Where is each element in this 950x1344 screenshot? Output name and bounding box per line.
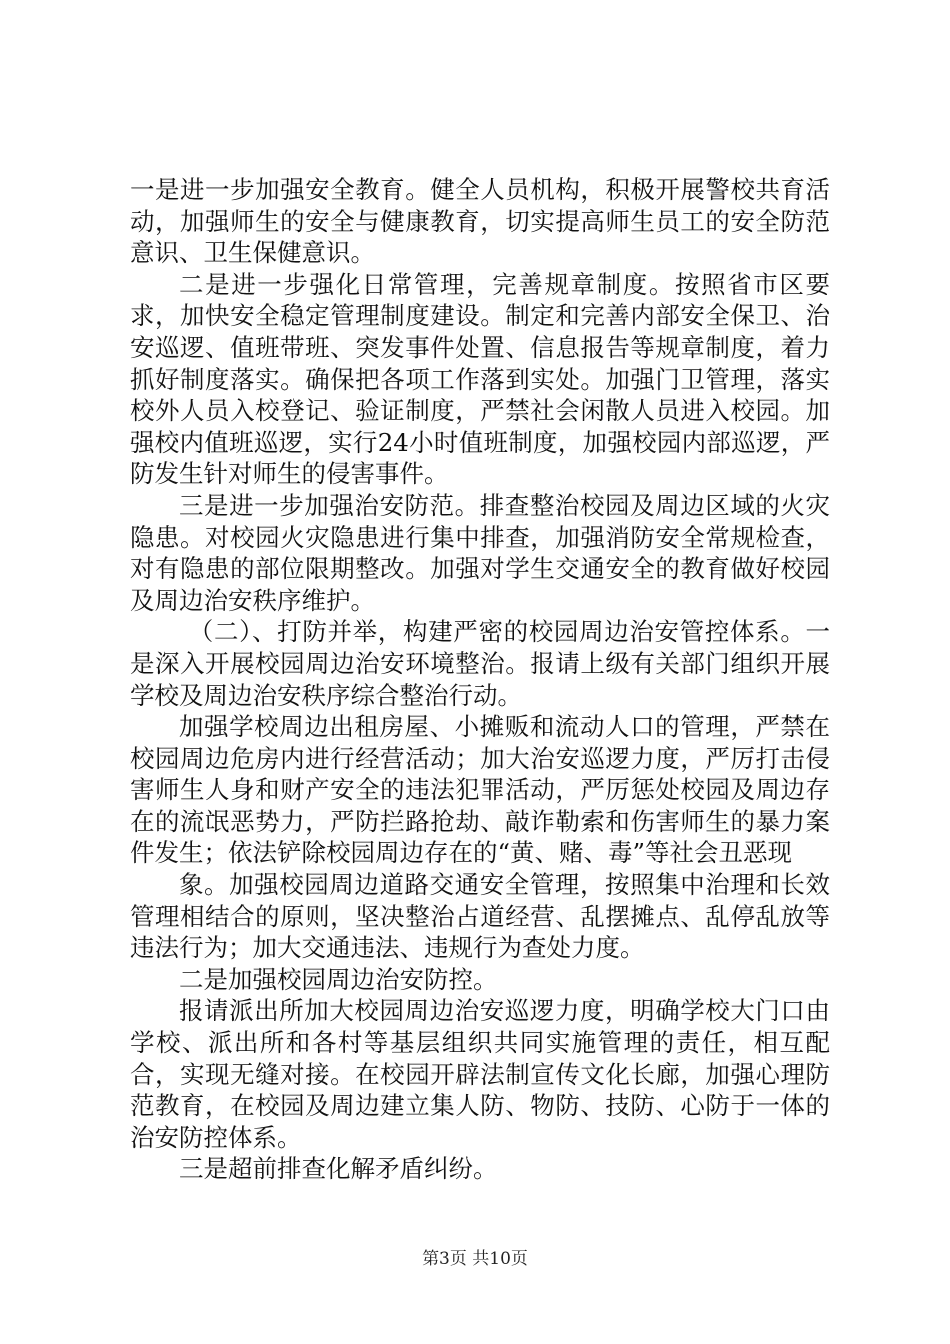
document-body (130, 174, 830, 1185)
paragraph-traffic-management: 象。加强校园周边道路交通安全管理，按照集中治理和长效管理相结合的原则，坚决整治占道经营、乱摆摊点、乱停乱放等违法行为；加大交通违法、违规行为查处力度。 (130, 870, 830, 963)
paragraph-surrounding-management: 加强学校周边出租房屋、小摊贩和流动人口的管理，严禁在校园周边危房内进行经营活动；加大治安巡逻力度，严厉打击侵害师生人身和财产安全的违法犯罪活动，严厉惩处校园及周边存在的流氓恶势力，严防拦路抢劫、敲诈勒索和伤害师生的暴力案件发生；依法铲除校园周边存在的“黄、赌、毒”等社会丑恶现 (130, 712, 830, 868)
paragraph-safety-education: 一是进一步加强安全教育。健全人员机构，积极开展警校共育活动，加强师生的安全与健康教育，切实提高师生员工的安全防范意识、卫生保健意识。 (130, 175, 830, 268)
paragraph-prevention-control-heading: 二是加强校园周边治安防控。 (179, 964, 498, 994)
paragraph-police-patrol: 报请派出所加大校园周边治安巡逻力度，明确学校大门口由学校、派出所和各村等基层组织共同实施管理的责任，相互配合，实现无缝对接。在校园开辟法制宣传文化长廊，加强心理防范教育，在校园及周边建立集人防、物防、技防、心防于一体的治安防控体系。 (130, 996, 830, 1152)
paragraph-security-prevention: 三是进一步加强治安防范。排查整治校园及周边区域的火灾隐患。对校园火灾隐患进行集中排查，加强消防安全常规检查，对有隐患的部位限期整改。加强对学生交通安全的教育做好校园及周边治安秩序维护。 (130, 490, 830, 615)
page-number-footer: 第3页 共10页 (422, 1249, 528, 1269)
paragraph-dispute-resolution: 三是超前排查化解矛盾纠纷。 (179, 1154, 498, 1184)
paragraph-daily-management: 二是进一步强化日常管理，完善规章制度。按照省市区要求，加快安全稳定管理制度建设。制定和完善内部安全保卫、治安巡逻、值班带班、突发事件处置、信息报告等规章制度，着力抓好制度落实。确保把各项工作落到实处。加强门卫管理，落实校外人员入校登记、验证制度，严禁社会闲散人员进入校园。加强校内值班巡逻，实行24小时值班制度，加强校园内部巡逻，严防发生针对师生的侵害事件。 (130, 269, 830, 489)
paragraph-section-two: （二）、打防并举，构建严密的校园周边治安管控体系。一是深入开展校园周边治安环境整治。报请上级有关部门组织开展学校及周边治安秩序综合整治行动。 (130, 617, 830, 710)
